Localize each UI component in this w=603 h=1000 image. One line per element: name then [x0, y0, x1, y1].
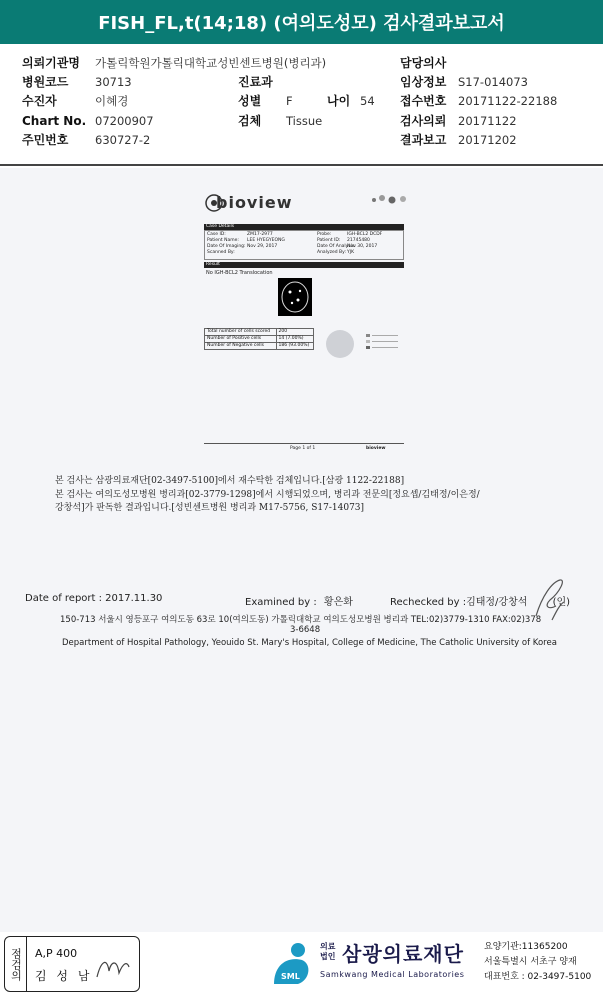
address-korean: 150-713 서울시 영등포구 여의도동 63로 10(여의도동) 가톨릭대학교 여의도성모병원 병리과 TEL:02)3779-1310 FAX:02)378: [60, 615, 542, 625]
resident-value: 630727-2: [95, 133, 151, 147]
scanned-by-label: Scanned By:: [207, 250, 235, 255]
result-pie-chart: [326, 330, 354, 358]
case-details-box: [204, 230, 404, 260]
institution-value: 가톨릭학원가톨릭대학교성빈센트병원(병리과): [95, 56, 327, 70]
clinical-info-label: 임상정보: [400, 75, 447, 89]
sml-logo-icon: [268, 940, 316, 988]
date-imaging-value: Nov 29, 2017: [247, 244, 278, 249]
report-date-label: 결과보고: [400, 133, 447, 147]
brand-small-line2: 법인: [320, 952, 336, 961]
analyzed-by-label: Analyzed By:: [317, 250, 346, 255]
case-id-label: Case ID:: [207, 232, 226, 237]
contact-line-1: 요양기관:11365200: [484, 942, 568, 952]
request-label: 검사의뢰: [400, 114, 447, 128]
embedded-footer-rule: [204, 443, 404, 444]
hospital-code-label: 병원코드: [22, 75, 69, 89]
patient-label: 수진자: [22, 94, 57, 108]
table-cell-label: Total number of cells scored: [205, 329, 277, 336]
case-details-heading: Case Details: [206, 224, 235, 229]
contact-line-2: 서울특별시 서초구 양재: [484, 957, 577, 967]
page-label: Page 1 of 1: [290, 446, 316, 451]
embedded-fish-report: [196, 180, 412, 456]
stamp-code: A,P 400: [35, 947, 78, 960]
resident-label: 주민번호: [22, 133, 69, 147]
request-value: 20171122: [458, 114, 517, 128]
date-analysis-label: Date Of Analysis:: [317, 244, 356, 249]
dots-decoration-icon: [370, 194, 414, 206]
header-row-5: [0, 131, 603, 149]
header-row-1: [0, 54, 603, 72]
header-divider: [0, 164, 603, 166]
address-english: Department of Hospital Pathology, Yeouido St. Mary's Hospital, College of Medicine, The Catholic University of Korea: [62, 638, 557, 648]
sex-value: F: [286, 94, 293, 108]
patient-info-header: [0, 44, 603, 166]
result-heading: Result: [206, 262, 220, 267]
patient-value: 이혜경: [95, 94, 129, 108]
header-row-3: [0, 92, 603, 110]
probe-label: Probe:: [317, 232, 332, 237]
header-row-2: [0, 73, 603, 91]
examined-by-value: 황은화: [323, 597, 353, 608]
report-date-value: 20171202: [458, 133, 517, 147]
rechecked-by-label: Rechecked by :김태정/강창석: [390, 597, 528, 608]
contact-line-3: 대표번호 : 02-3497-5100: [484, 972, 592, 982]
date-analysis-value: Nov 30, 2017: [347, 244, 378, 249]
contact-info: [484, 940, 591, 985]
pie-legend-icon: [366, 332, 400, 352]
table-row: [205, 329, 314, 336]
brand-name: 삼광의료재단: [342, 942, 464, 966]
age-value: 54: [360, 94, 375, 108]
institution-label: 의뢰기관명: [22, 56, 80, 70]
report-title-bar: [0, 0, 603, 44]
report-date: Date of report : 2017.11.30: [25, 593, 163, 604]
sex-label: 성별: [238, 94, 262, 108]
result-bar: [204, 262, 404, 268]
examined-by: [245, 593, 353, 608]
chart-no-value: 07200907: [95, 114, 154, 128]
rechecked-by-seal: (인): [552, 597, 571, 608]
brand-small-line1: 의료: [320, 942, 336, 951]
examined-by-label: Examined by :: [245, 597, 317, 608]
age-label: 나이: [327, 94, 351, 108]
stamp-signature-icon: [93, 953, 133, 983]
probe-value: IGH-BCL2 DCDF: [347, 232, 383, 237]
samkwang-brand: [320, 938, 490, 990]
fish-cell-image: [278, 278, 312, 316]
table-row: [205, 336, 314, 343]
note-line-1: 본 검사는 삼광의료재단[02-3497-5100]에서 재수탁한 검체입니다.[삼광 1122-22188]: [55, 476, 405, 486]
footer-logo-text: bioview: [366, 446, 386, 451]
note-line-2: 본 검사는 여의도성모병원 병리과[02-3779-1298]에서 시행되었으며, 병리과 전문의[정요셉/김태정/이은정/: [55, 490, 480, 500]
stamp-side-label: 점검의: [5, 937, 27, 991]
chart-no-label: Chart No.: [22, 114, 87, 128]
header-row-4: [0, 112, 603, 130]
specimen-value: Tissue: [286, 114, 323, 128]
doctor-label: 담당의사: [400, 56, 447, 70]
address-korean-cont: 3-6648: [290, 625, 321, 635]
date-imaging-label: Date Of Imaging:: [207, 244, 246, 249]
inspector-stamp: [4, 936, 140, 992]
table-cell-value: 186 (93.00%): [276, 343, 313, 350]
brand-name-english: Samkwang Medical Laboratories: [320, 970, 465, 979]
hospital-code-value: 30713: [95, 75, 132, 89]
page-footer: [0, 932, 603, 1000]
stamp-name: 김 성 남: [35, 969, 93, 983]
report-title: FISH_FL,t(14;18) (여의도성모) 검사결과보고서: [98, 13, 505, 34]
bioview-logo-text: bioview: [216, 193, 293, 212]
case-id-value: ZM17-2977: [247, 232, 273, 237]
result-text: No IGH-BCL2 Translocation: [206, 270, 273, 276]
cell-count-table: [204, 328, 314, 350]
note-line-3: 강창석]가 판독한 결과입니다.[성빈센트병원 병리과 M17-5756, S17-14073]: [55, 503, 365, 513]
department-label: 진료과: [238, 75, 273, 89]
table-cell-value: 200: [276, 329, 313, 336]
patient-name-label: Patient Name:: [207, 238, 239, 243]
sml-logo-text: SML: [281, 972, 300, 981]
brand-small-text: [320, 942, 335, 962]
bioview-logo: [204, 190, 404, 216]
table-cell-label: Number of Negative cells: [205, 343, 277, 350]
patient-id-value: 21745480: [347, 238, 370, 243]
table-cell-label: Number of Positive cells: [205, 336, 277, 343]
table-row: [205, 343, 314, 350]
analyzed-by-value: YJK: [347, 250, 355, 255]
specimen-label: 검체: [238, 114, 262, 128]
patient-name-value: LEE HYEGYEONG: [247, 238, 285, 243]
receipt-value: 20171122-22188: [458, 94, 558, 108]
cell-nucleus-icon: [278, 278, 312, 316]
clinical-info-value: S17-014073: [458, 75, 528, 89]
patient-id-label: Patient ID:: [317, 238, 341, 243]
receipt-label: 접수번호: [400, 94, 447, 108]
table-cell-value: 14 (7.00%): [276, 336, 313, 343]
